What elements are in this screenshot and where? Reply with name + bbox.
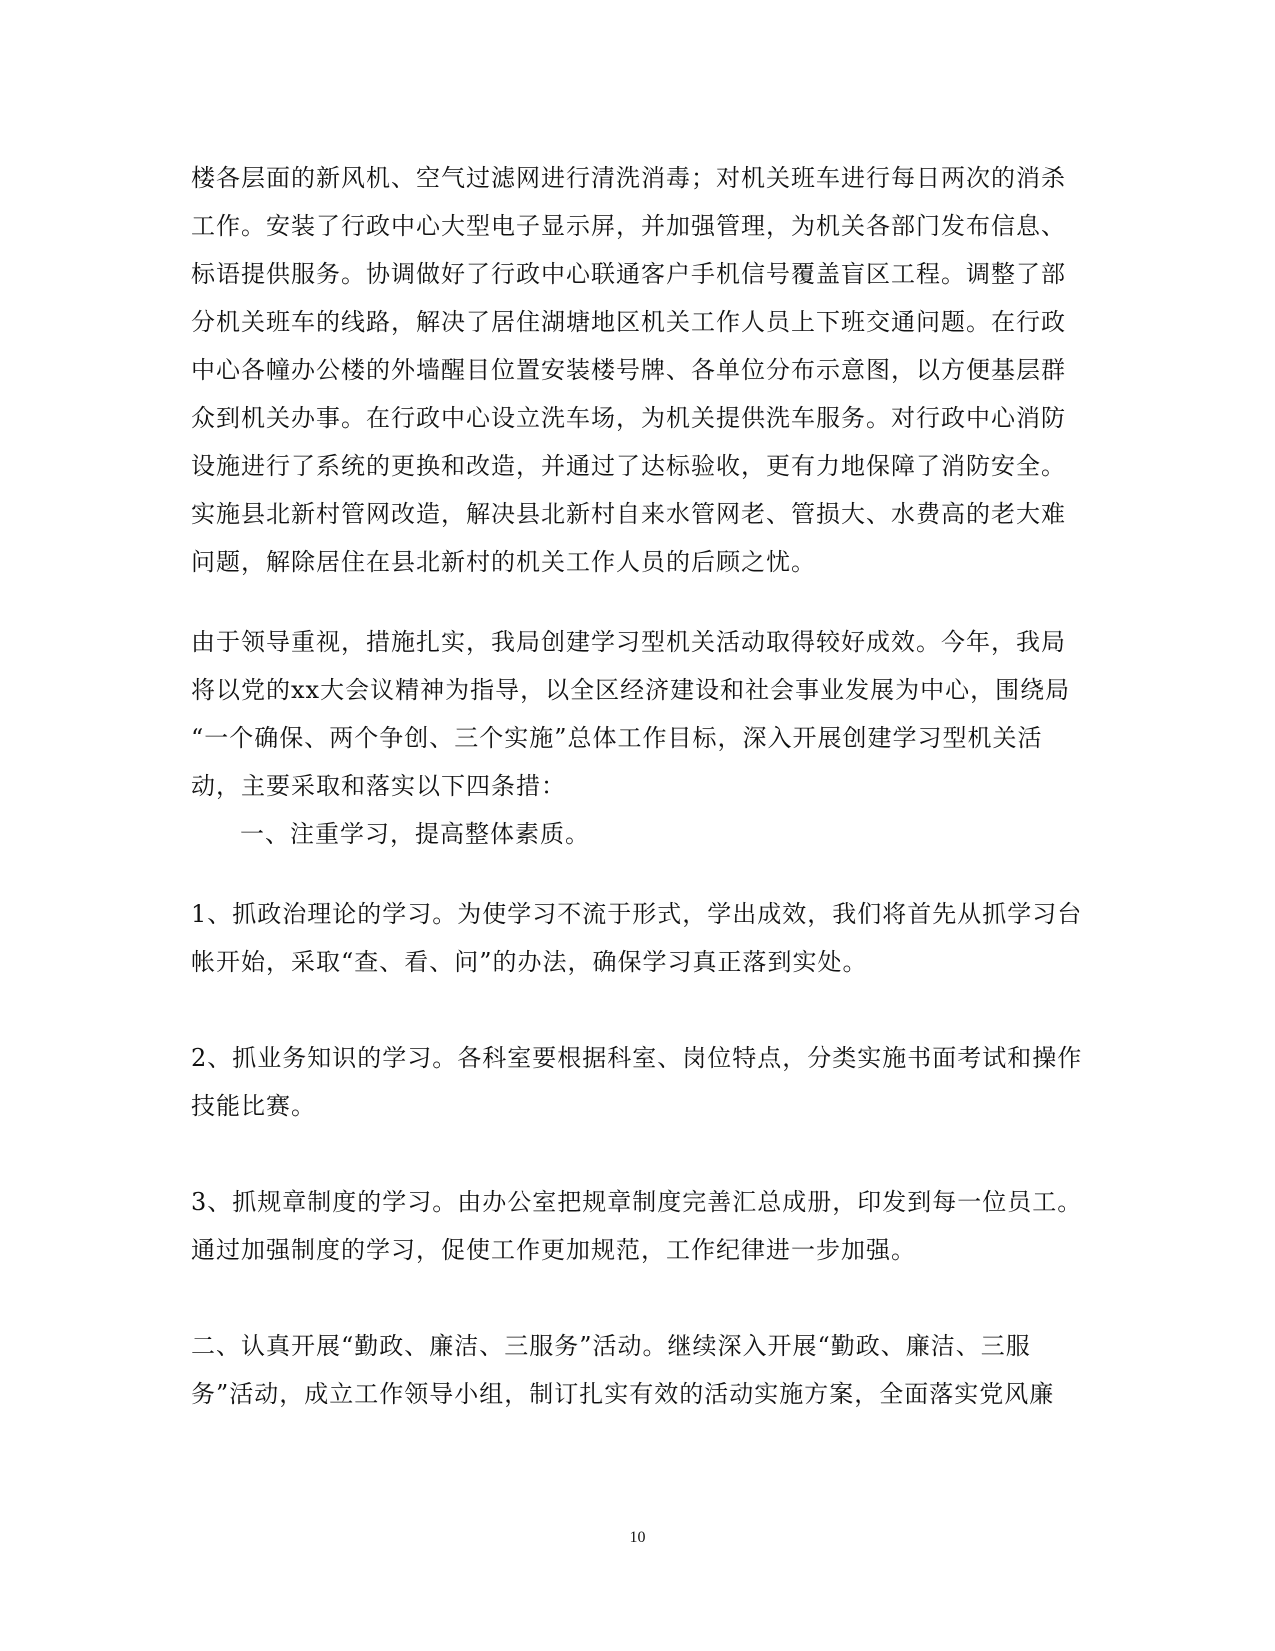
paragraph-item-1 [191,890,1091,986]
paragraph-2 [191,618,1091,810]
text-line: 由于领导重视，措施扎实，我局创建学习型机关活动取得较好成效。今年，我局 [191,628,1066,656]
text-line: 动，主要采取和落实以下四条措： [191,772,566,800]
text-line: 将以党的xx大会议精神为指导，以全区经济建设和社会事业发展为中心，围绕局 [191,676,1071,704]
text-line: 技能比赛。 [191,1092,316,1120]
paragraph-item-2 [191,1034,1091,1130]
text-line: 中心各幢办公楼的外墙醒目位置安装楼号牌、各单位分布示意图，以方便基层群 [191,356,1066,384]
paragraph-1 [191,154,1091,586]
text-line: “一个确保、两个争创、三个实施”总体工作目标，深入开展创建学习型机关活 [191,724,1043,752]
text-line: 问题，解除居住在县北新村的机关工作人员的后顾之忧。 [191,548,816,576]
paragraph-section-2 [191,1322,1091,1418]
page-number: 10 [629,1529,646,1546]
text-line: 实施县北新村管网改造，解决县北新村自来水管网老、管损大、水费高的老大难 [191,500,1066,528]
text-line: 楼各层面的新风机、空气过滤网进行清洗消毒；对机关班车进行每日两次的消杀 [191,164,1066,192]
text-line: 标语提供服务。协调做好了行政中心联通客户手机信号覆盖盲区工程。调整了部 [191,260,1066,288]
text-line: 二、认真开展“勤政、廉洁、三服务”活动。继续深入开展“勤政、廉洁、三服 [191,1332,1031,1360]
text-line: 工作。安装了行政中心大型电子显示屏，并加强管理，为机关各部门发布信息、 [191,212,1066,240]
text-line: 帐开始，采取“查、看、问”的办法，确保学习真正落到实处。 [191,948,868,976]
text-line: 务”活动，成立工作领导小组，制订扎实有效的活动实施方案，全面落实党风廉 [191,1380,1055,1408]
paragraph-item-3 [191,1178,1091,1274]
text-line: 设施进行了系统的更换和改造，并通过了达标验收，更有力地保障了消防安全。 [191,452,1066,480]
text-line: 众到机关办事。在行政中心设立洗车场，为机关提供洗车服务。对行政中心消防 [191,404,1066,432]
text-line: 通过加强制度的学习，促使工作更加规范，工作纪律进一步加强。 [191,1236,916,1264]
text-line: 3、抓规章制度的学习。由办公室把规章制度完善汇总成册，印发到每一位员工。 [191,1188,1083,1216]
text-line: 分机关班车的线路，解决了居住湖塘地区机关工作人员上下班交通问题。在行政 [191,308,1066,336]
text-line: 2、抓业务知识的学习。各科室要根据科室、岗位特点，分类实施书面考试和操作 [191,1044,1083,1072]
text-line: 1、抓政治理论的学习。为使学习不流于形式，学出成效，我们将首先从抓学习台 [191,900,1083,928]
section-heading-1 [240,810,1140,858]
text-line: 一、注重学习，提高整体素质。 [240,820,590,848]
